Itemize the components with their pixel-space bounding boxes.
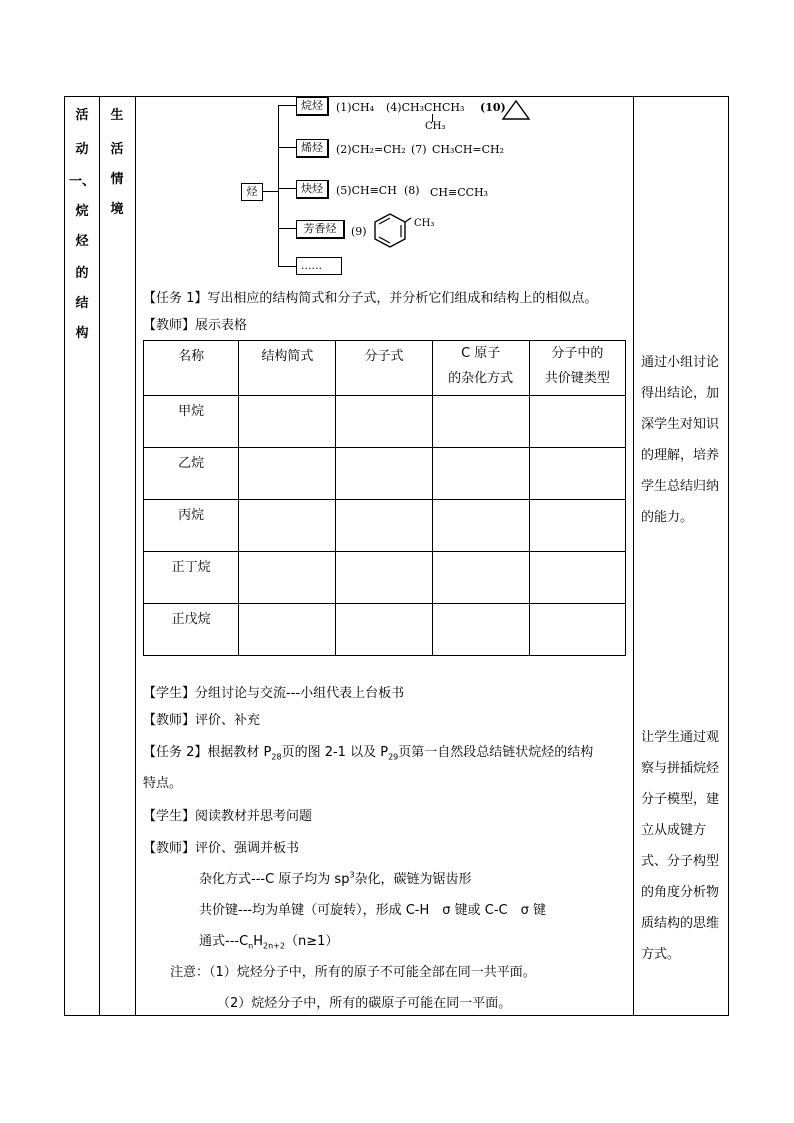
teacher-show-table-line: 【教师】展示表格 [143, 318, 248, 333]
alkane-structure-table: 名称 结构简式 分子式 C 原子 的杂化方式 分子中的 共价键类型 甲烷 乙烷 丙烷 正丁烷 正戊烷 [143, 340, 626, 656]
toluene-benzene-ring-icon [370, 212, 412, 250]
table-row: 甲烷 [144, 396, 626, 448]
table-row: 正戊烷 [144, 604, 626, 656]
cyclopropane-triangle-icon [501, 99, 531, 121]
alkene-box: 烯烃 [296, 139, 329, 158]
table-row: 正丁烷 [144, 552, 626, 604]
design-note-2: 让学生通过观察与拼插烷烃分子模型，建立从成键方式、分子构型的角度分析物质结构的思维方式。 [641, 730, 720, 962]
task1-line: 【任务 1】写出相应的结构简式和分子式，并分析它们组成和结构上的相似点。 [143, 291, 598, 306]
design-note-1: 通过小组讨论得出结论，加深学生对知识的理解，培养学生总结归纳的能力。 [641, 355, 720, 525]
alkane-box: 烷烃 [296, 97, 329, 116]
table-row: 乙烷 [144, 448, 626, 500]
root-box: 烃 [241, 183, 263, 201]
aromatic-box: 芳香烃 [296, 220, 345, 239]
table-row: 丙烷 [144, 500, 626, 552]
more-box: ...... [296, 257, 342, 275]
alkyne-box: 炔烃 [296, 180, 329, 199]
